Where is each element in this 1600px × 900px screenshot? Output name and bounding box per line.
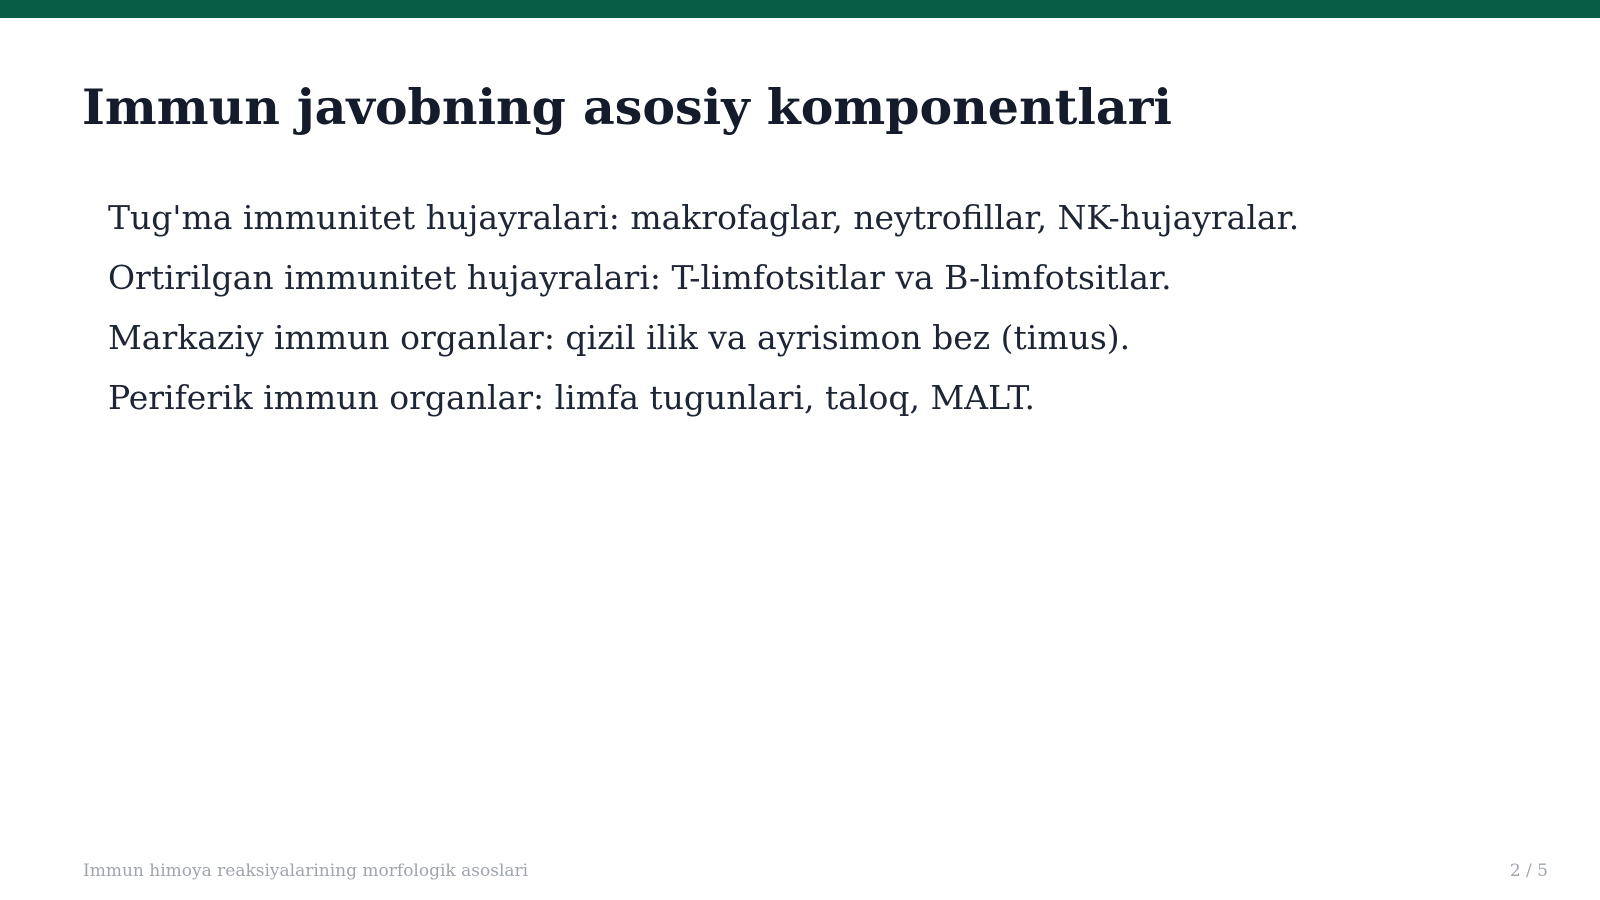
bullet-item: Markaziy immun organlar: qizil ilik va ayrisimon bez (timus). [108,318,1131,357]
bullet-item: Tug'ma immunitet hujayralari: makrofaglar, neytrofillar, NK-hujayralar. [108,198,1300,237]
slide-title: Immun javobning asosiy komponentlari [82,78,1173,136]
footer-presentation-title: Immun himoya reaksiyalarining morfologik asoslari [83,861,529,881]
top-accent-bar [0,0,1600,18]
page-number: 2 / 5 [1509,861,1548,881]
bullet-list [108,188,1299,428]
bullet-item: Periferik immun organlar: limfa tugunlari, taloq, MALT. [108,378,1035,417]
bullet-item: Ortirilgan immunitet hujayralari: T-limfotsitlar va B-limfotsitlar. [108,258,1172,297]
